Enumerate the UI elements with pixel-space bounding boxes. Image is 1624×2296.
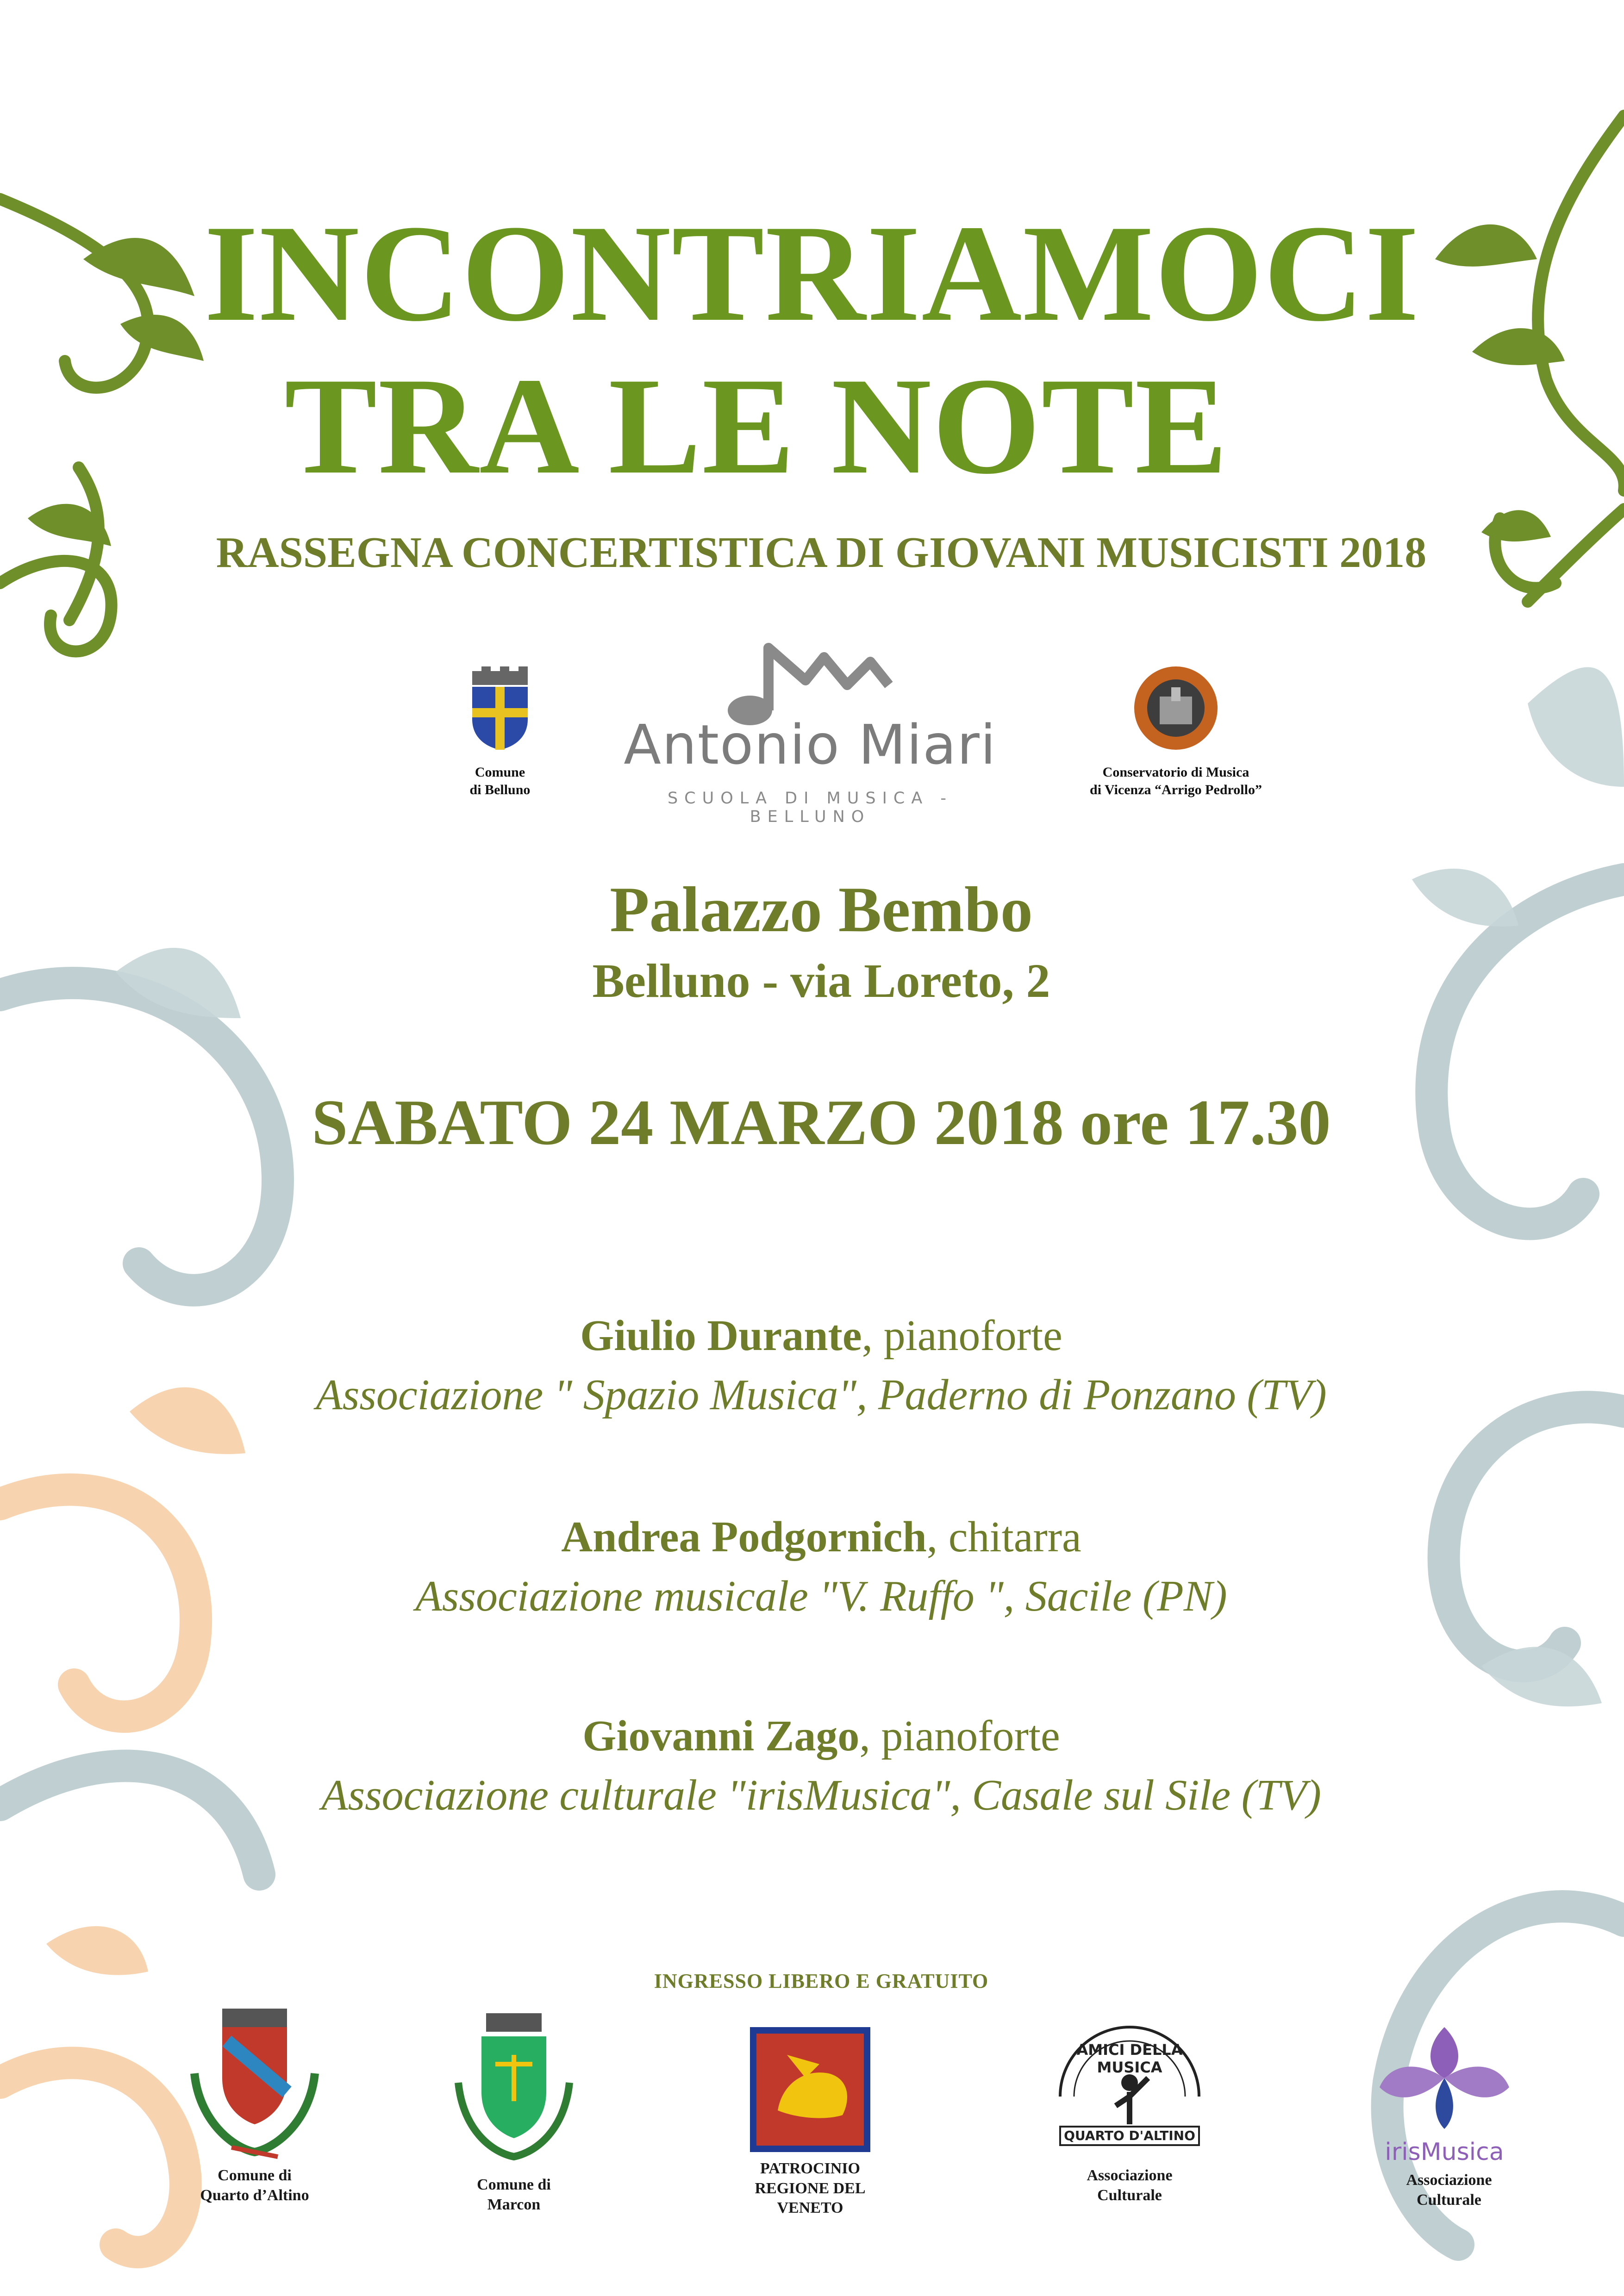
miari-subtitle: SCUOLA DI MUSICA - BELLUNO bbox=[667, 789, 953, 826]
performer-2-name: Andrea Podgornich bbox=[561, 1513, 927, 1561]
belluno-caption-line1: Comune bbox=[475, 765, 525, 780]
belluno-caption bbox=[444, 764, 556, 798]
venue-name: Palazzo Bembo bbox=[610, 874, 1033, 946]
irismusica-caption-line2: Culturale bbox=[1417, 2191, 1481, 2209]
performer-1-name: Giulio Durante bbox=[580, 1312, 862, 1360]
conservatorio-seal-logo bbox=[1132, 664, 1220, 752]
title-line-2: TRA LE NOTE bbox=[284, 349, 1229, 503]
belluno-caption-line2: di Belluno bbox=[469, 782, 531, 797]
irismusica-brand: irisMusica bbox=[1385, 2138, 1504, 2166]
belluno-crest-logo bbox=[463, 666, 537, 750]
event-datetime: SABATO 24 MARZO 2018 ore 17.30 bbox=[312, 1087, 1331, 1158]
quarto-altino-caption-line1: Comune di bbox=[218, 2167, 292, 2184]
performer-1-association: Associazione " Spazio Musica", Paderno di Ponzano (TV) bbox=[316, 1371, 1327, 1419]
performer-3-association: Associazione culturale "irisMusica", Casale sul Sile (TV) bbox=[321, 1771, 1321, 1819]
performer-2-instrument: , chitarra bbox=[926, 1513, 1081, 1561]
veneto-caption-line2: REGIONE DEL VENETO bbox=[755, 2179, 866, 2216]
irismusica-logo bbox=[1361, 2018, 1528, 2138]
miari-name: Antonio Miari bbox=[624, 713, 997, 777]
marcon-caption-line1: Comune di bbox=[477, 2176, 551, 2193]
subtitle: RASSEGNA CONCERTISTICA DI GIOVANI MUSICISTI 2018 bbox=[216, 529, 1427, 577]
quarto-altino-caption-line2: Quarto d’Altino bbox=[200, 2186, 309, 2204]
quarto-altino-crest-logo bbox=[181, 1999, 329, 2166]
admission-note: INGRESSO LIBERO E GRATUITO bbox=[654, 1970, 989, 1992]
conservatorio-caption bbox=[1079, 764, 1273, 798]
lion-icon bbox=[750, 2027, 870, 2152]
crest-icon bbox=[444, 2004, 583, 2171]
title-line-1: INCONTRIAMOCI bbox=[204, 196, 1420, 350]
conservatorio-caption-line1: Conservatorio di Musica bbox=[1102, 765, 1249, 780]
amici-badge-bottom: QUARTO D'ALTINO bbox=[1064, 2128, 1195, 2143]
marcon-crest-logo bbox=[444, 2004, 583, 2171]
irismusica-caption-line1: Associazione bbox=[1406, 2172, 1492, 2189]
crest-icon bbox=[463, 666, 537, 750]
marcon-caption bbox=[444, 2175, 583, 2215]
veneto-caption-line1: PATROCINIO bbox=[760, 2160, 860, 2177]
venue-address: Belluno - via Loreto, 2 bbox=[592, 954, 1050, 1008]
amici-badge-top: AMICI DELLA MUSICA bbox=[1076, 2041, 1183, 2076]
amici-musica-logo bbox=[1042, 2022, 1218, 2161]
performer-3 bbox=[9, 1708, 1624, 1764]
performer-2-association: Associazione musicale "V. Ruffo ", Sacile (PN) bbox=[415, 1572, 1227, 1620]
iris-flower-icon bbox=[1361, 2018, 1528, 2138]
veneto-caption bbox=[722, 2159, 898, 2218]
performer-3-instrument: , pianoforte bbox=[859, 1712, 1060, 1760]
performer-1-instrument: , pianoforte bbox=[862, 1312, 1062, 1360]
amici-caption bbox=[1060, 2166, 1199, 2205]
performer-2 bbox=[9, 1509, 1624, 1565]
conservatorio-caption-line2: di Vicenza “Arrigo Pedrollo” bbox=[1090, 782, 1262, 797]
performer-1 bbox=[9, 1307, 1624, 1364]
veneto-lion-logo bbox=[750, 2027, 870, 2152]
amici-caption-line1: Associazione bbox=[1087, 2167, 1173, 2184]
performer-3-name: Giovanni Zago bbox=[582, 1712, 860, 1760]
irismusica-caption bbox=[1380, 2171, 1518, 2210]
seal-icon bbox=[1132, 664, 1220, 752]
crest-icon bbox=[181, 1999, 329, 2166]
amici-caption-line2: Culturale bbox=[1097, 2186, 1162, 2204]
quarto-altino-caption bbox=[185, 2166, 324, 2205]
marcon-caption-line2: Marcon bbox=[487, 2196, 541, 2213]
